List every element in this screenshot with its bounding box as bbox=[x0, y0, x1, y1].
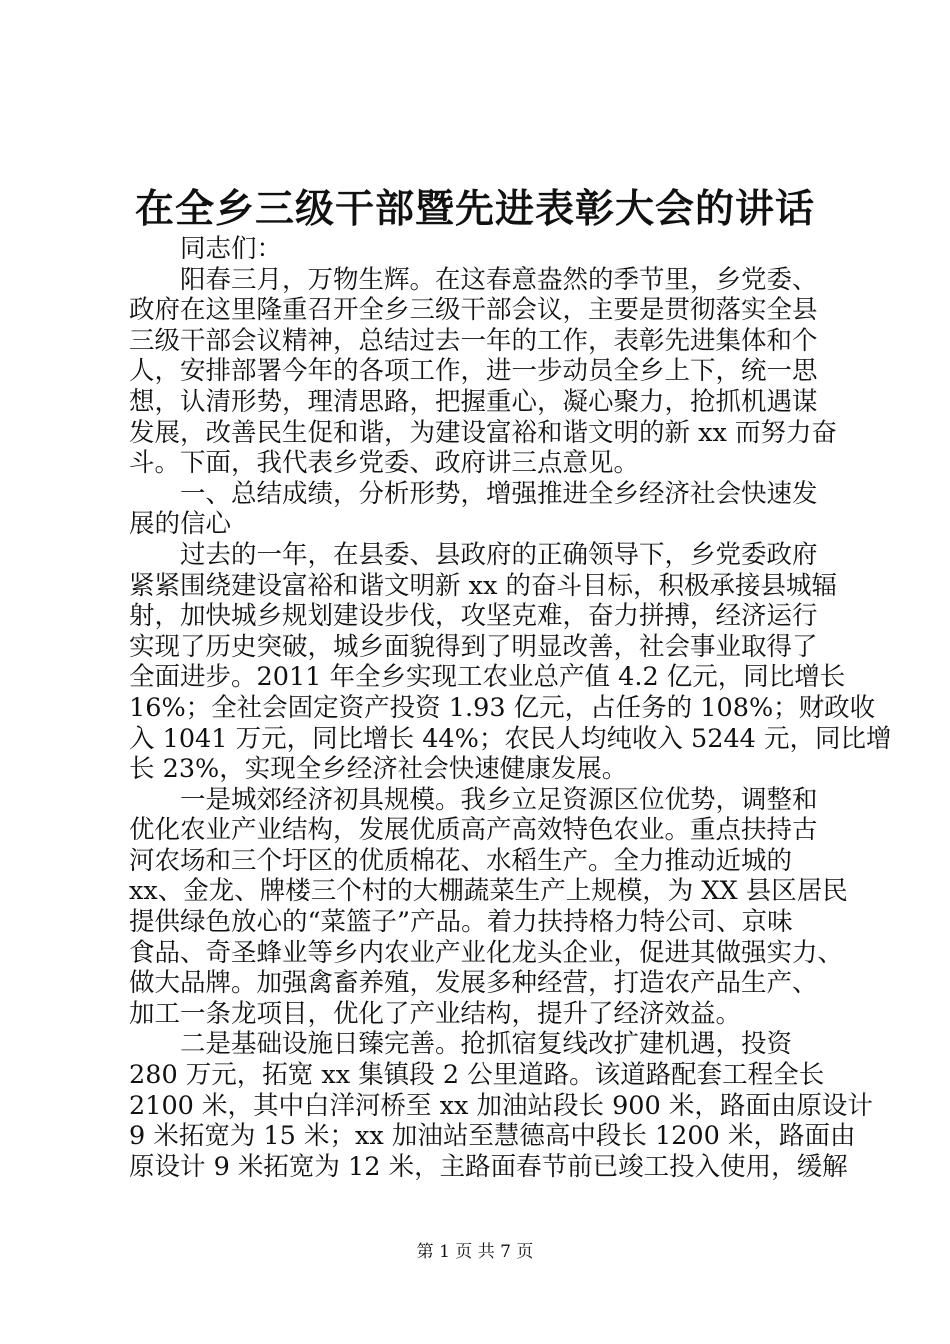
body-line: 16%；全社会固定资产投资 1.93 亿元，占任务的 108%；财政收 bbox=[129, 692, 876, 723]
body-line: 加工一条龙项目，优化了产业结构，提升了经济效益。 bbox=[129, 998, 742, 1029]
body-line: 发展，改善民生促和谐，为建设富裕和谐文明的新 xx 而努力奋 bbox=[129, 417, 837, 448]
body-line: 食品、奇圣蜂业等乡内农业产业化龙头企业，促进其做强实力、 bbox=[129, 937, 844, 968]
body-line: 280 万元，拓宽 xx 集镇段 2 公里道路。该道路配套工程全长 bbox=[129, 1060, 825, 1091]
body-line: 想，认清形势，理清思路，把握重心，凝心聚力，抢抓机遇谋 bbox=[129, 386, 818, 417]
page-footer: 第 1 页 共 7 页 bbox=[416, 1242, 534, 1262]
body-line: 入 1041 万元，同比增长 44%；农民人均纯收入 5244 元，同比增 bbox=[129, 723, 892, 754]
body-line: 全面进步。2011 年全乡实现工农业总产值 4.2 亿元，同比增长 bbox=[129, 662, 846, 693]
body-line: 提供绿色放心的“菜篮子”产品。着力扶持格力特公司、京味 bbox=[129, 907, 793, 938]
body-line: 过去的一年，在县委、县政府的正确领导下，乡党委政府 bbox=[129, 539, 818, 570]
body-line: 9 米拓宽为 15 米；xx 加油站至慧德高中段长 1200 米，路面由 bbox=[129, 1121, 856, 1152]
body-line: 优化农业产业结构，发展优质高产高效特色农业。重点扶持古 bbox=[129, 815, 818, 846]
body-line: 一、总结成绩，分析形势，增强推进全乡经济社会快速发 bbox=[129, 478, 818, 509]
body-line: 政府在这里隆重召开全乡三级干部会议，主要是贯彻落实全县 bbox=[129, 295, 818, 326]
document-title: 在全乡三级干部暨先进表彰大会的讲话 bbox=[134, 186, 815, 232]
body-line: 原设计 9 米拓宽为 12 米，主路面春节前已竣工投入使用，缓解 bbox=[129, 1151, 848, 1182]
body-line: 斗。下面，我代表乡党委、政府讲三点意见。 bbox=[129, 448, 640, 479]
body-line: 2100 米，其中白洋河桥至 xx 加油站段长 900 米，路面由原设计 bbox=[129, 1090, 873, 1121]
body-line: 做大品牌。加强禽畜养殖，发展多种经营，打造农产品生产、 bbox=[129, 968, 818, 999]
body-line: 展的信心 bbox=[129, 509, 232, 540]
body-line: 实现了历史突破，城乡面貌得到了明显改善，社会事业取得了 bbox=[129, 631, 818, 662]
body-line: 阳春三月，万物生辉。在这春意盎然的季节里，乡党委、 bbox=[129, 264, 818, 295]
body-line: 河农场和三个圩区的优质棉花、水稻生产。全力推动近城的 bbox=[129, 845, 793, 876]
body-line: 长 23%，实现全乡经济社会快速健康发展。 bbox=[129, 754, 628, 785]
body-line: 同志们： bbox=[129, 234, 283, 264]
body-line: 二是基础设施日臻完善。抢抓宿复线改扩建机遇，投资 bbox=[129, 1029, 793, 1060]
body-line: 三级干部会议精神，总结过去一年的工作，表彰先进集体和个 bbox=[129, 325, 818, 356]
body-line: 紧紧围绕建设富裕和谐文明新 xx 的奋斗目标，积极承接县城辐 bbox=[129, 570, 837, 601]
body-line: 人，安排部署今年的各项工作，进一步动员全乡上下，统一思 bbox=[129, 356, 818, 387]
document-body bbox=[129, 234, 892, 1182]
body-line: 射，加快城乡规划建设步伐，攻坚克难，奋力拼搏，经济运行 bbox=[129, 601, 818, 632]
body-line: 一是城郊经济初具规模。我乡立足资源区位优势，调整和 bbox=[129, 784, 818, 815]
body-line: xx、金龙、牌楼三个村的大棚蔬菜生产上规模，为 XX 县区居民 bbox=[129, 876, 848, 907]
